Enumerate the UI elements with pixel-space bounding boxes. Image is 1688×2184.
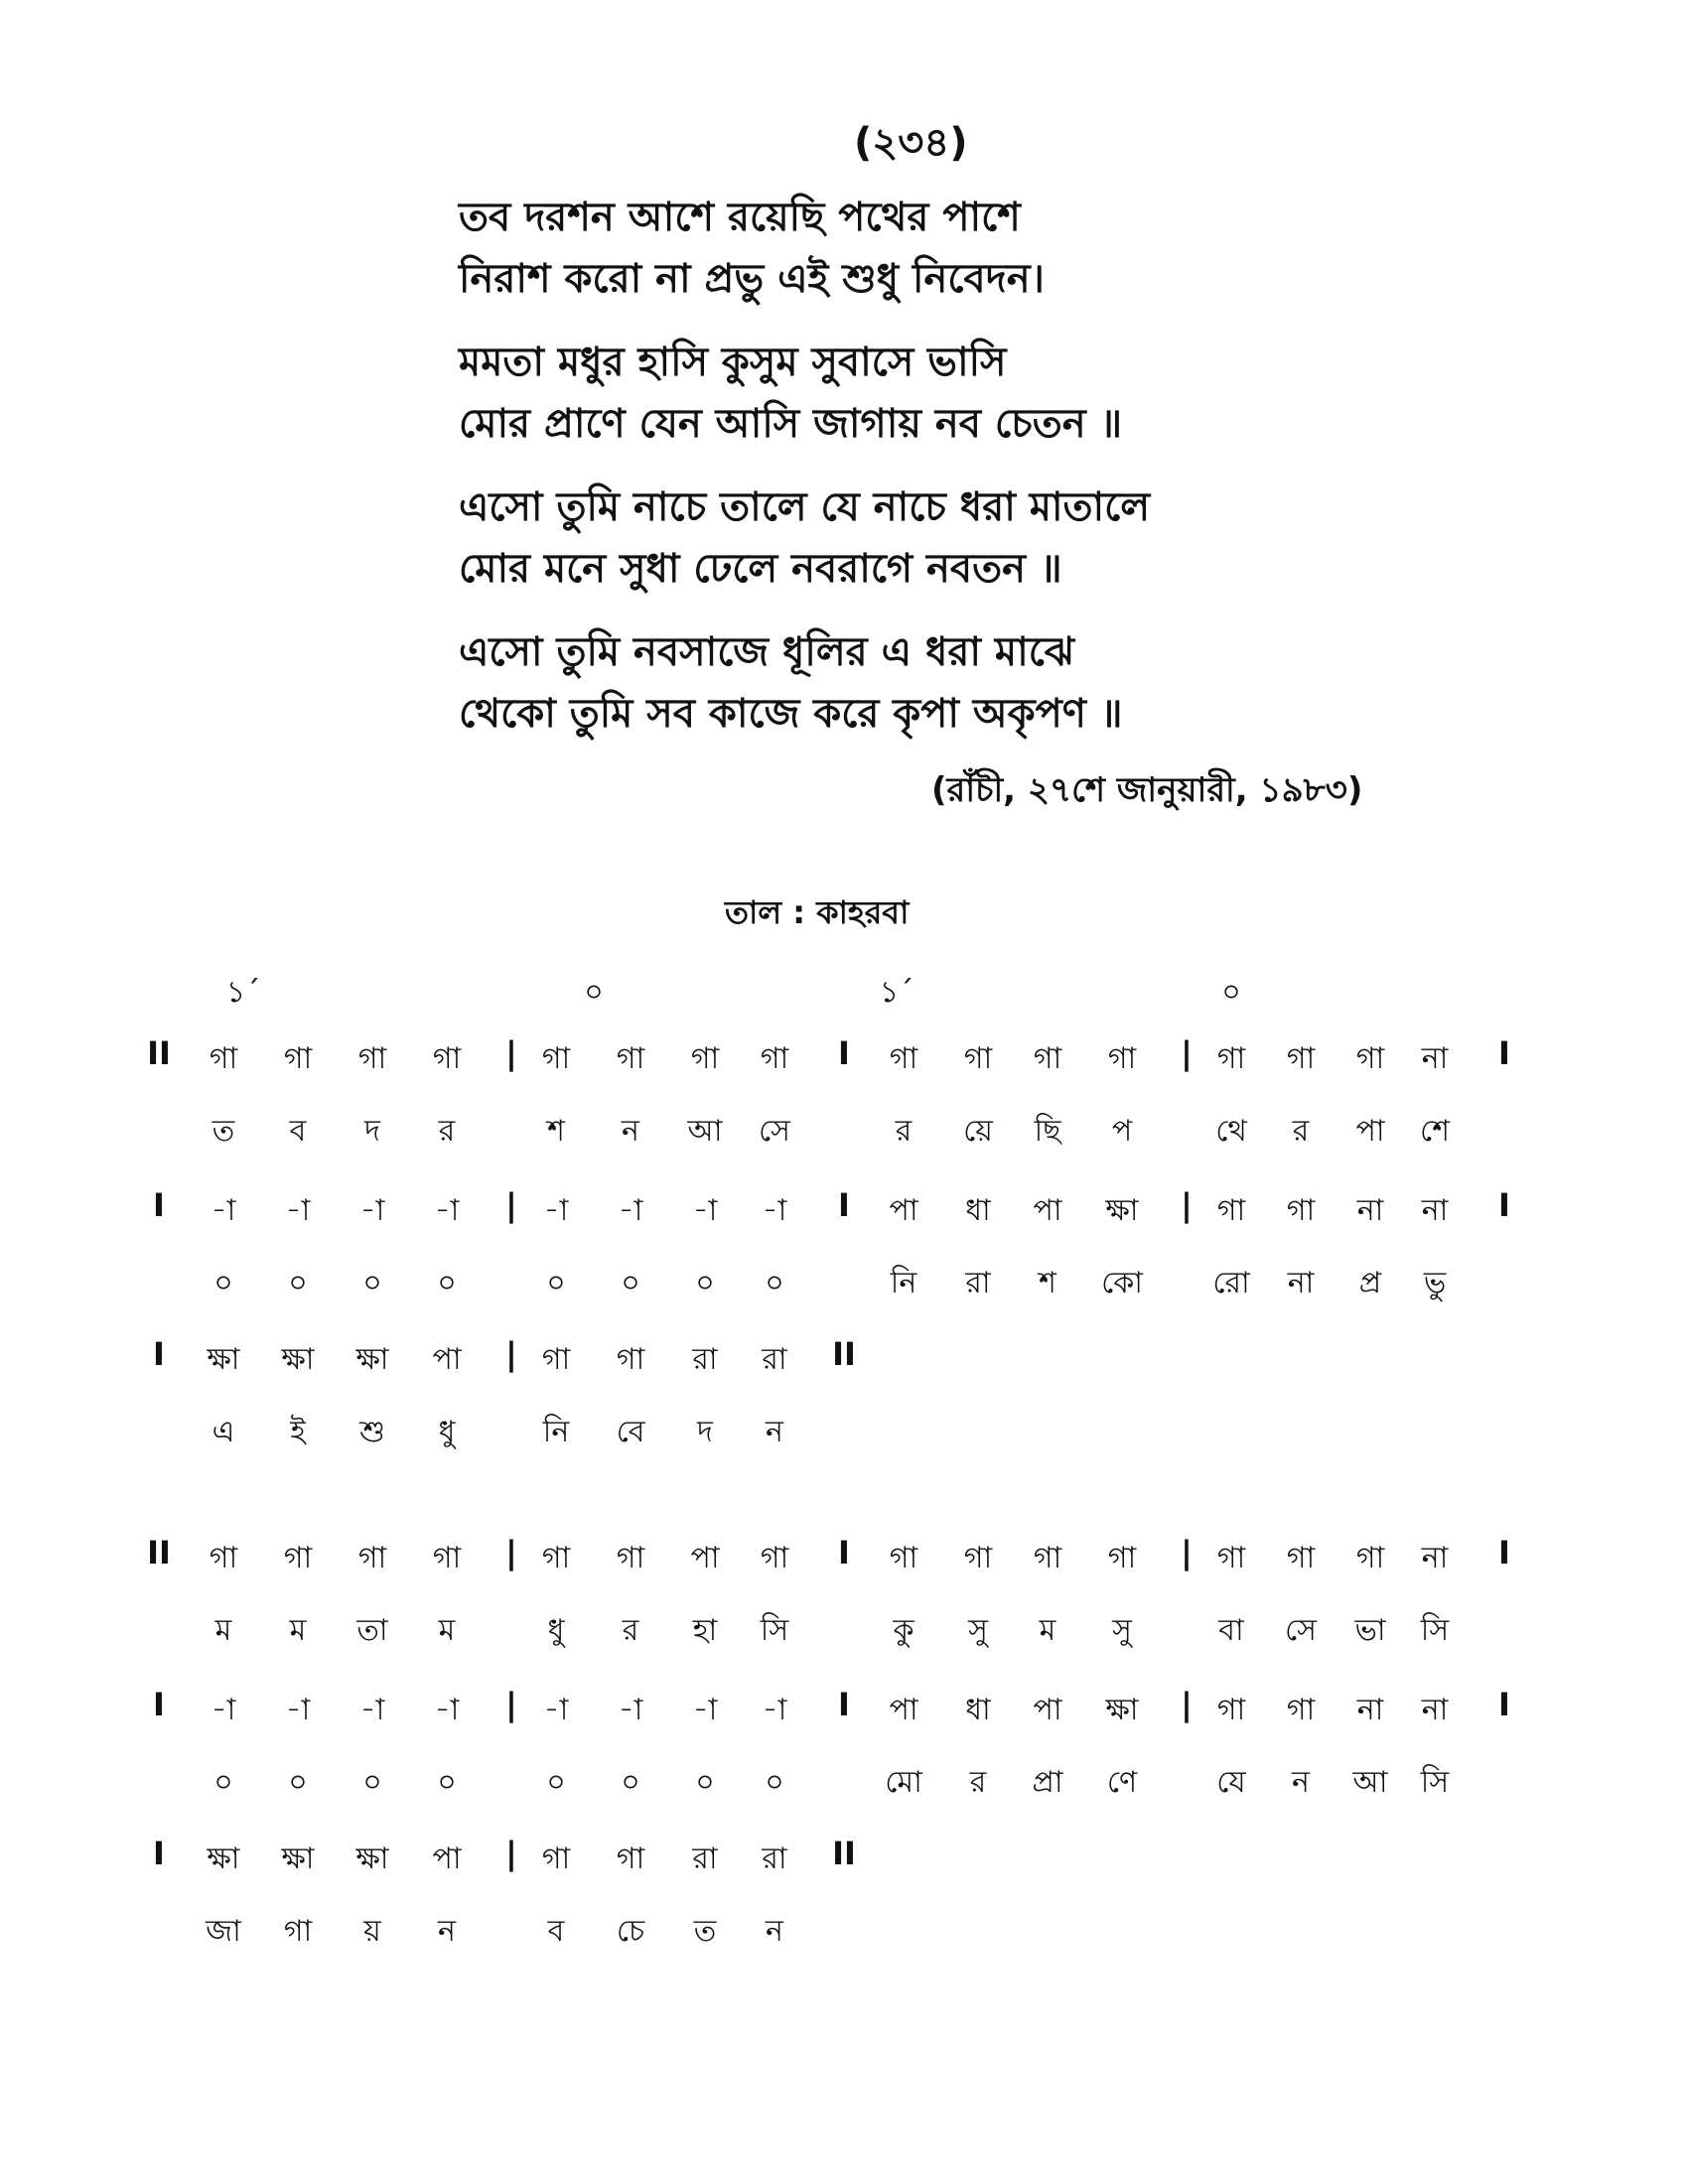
swara-note: -া — [618, 1693, 643, 1727]
lyric-syllable: আ — [687, 1114, 723, 1149]
swara-note: -া — [434, 1693, 460, 1727]
lyric-syllable: ত — [693, 1914, 717, 1949]
swara-note: ক্ষা — [281, 1342, 315, 1377]
bar-line: I — [838, 1034, 850, 1072]
tala-heading: তাল : কাহরবা — [725, 893, 910, 931]
lyric-syllable: ০ — [546, 1266, 566, 1300]
poem-line: মোর প্রাণে যেন আসি জাগায় নব চেতন ॥ — [459, 401, 1123, 447]
lyric-syllable: সু — [1112, 1613, 1132, 1648]
poem-line: মোর মনে সুধা ঢেলে নবরাগে নবতন ॥ — [459, 546, 1062, 592]
lyric-syllable: ০ — [362, 1765, 382, 1800]
lyric-syllable: যে — [1216, 1765, 1246, 1800]
swara-note: না — [1421, 1193, 1449, 1228]
bar-line: | — [505, 1534, 517, 1571]
swara-note: রা — [692, 1342, 718, 1377]
bar-line: I — [153, 1835, 165, 1872]
swara-note: গা — [357, 1041, 387, 1076]
swara-note: রা — [692, 1842, 718, 1876]
bar-line: II — [147, 1534, 171, 1571]
swara-note: ক্ষা — [207, 1342, 240, 1377]
swara-note: ধা — [965, 1693, 991, 1727]
swara-note: গা — [1286, 1541, 1316, 1575]
lyric-syllable: ব — [289, 1114, 307, 1149]
lyric-syllable: র — [895, 1114, 913, 1149]
lyric-syllable: ত — [211, 1114, 235, 1149]
bar-line: I — [153, 1335, 165, 1373]
lyric-syllable: ০ — [213, 1266, 233, 1300]
swara-note: গা — [209, 1541, 238, 1575]
beat-mark: ০ — [584, 975, 604, 1010]
swara-note: গা — [1216, 1193, 1246, 1228]
lyric-syllable: ০ — [362, 1266, 382, 1300]
swara-note: ক্ষা — [281, 1842, 315, 1876]
lyric-syllable: ন — [438, 1914, 456, 1949]
lyric-syllable: ০ — [288, 1765, 308, 1800]
swara-note: পা — [1033, 1193, 1062, 1228]
lyric-syllable: সু — [968, 1613, 988, 1648]
lyric-syllable: ম — [438, 1613, 456, 1648]
swara-note: -া — [543, 1193, 569, 1228]
swara-note: গা — [541, 1342, 571, 1377]
swara-note: পা — [432, 1842, 462, 1876]
bar-line: | — [505, 1835, 517, 1872]
lyric-syllable: শু — [359, 1415, 385, 1449]
beat-mark: ১´ — [879, 975, 914, 1010]
lyric-syllable: প্রা — [1032, 1765, 1063, 1800]
swara-note: না — [1421, 1693, 1449, 1727]
lyric-syllable: রো — [1212, 1266, 1250, 1300]
lyric-syllable: ০ — [546, 1765, 566, 1800]
bar-line: II — [832, 1335, 856, 1373]
swara-note: গা — [760, 1541, 789, 1575]
lyric-syllable: ০ — [765, 1266, 784, 1300]
lyric-syllable: ০ — [695, 1765, 715, 1800]
poem-line: এসো তুমি নাচে তালে যে নাচে ধরা মাতালে — [459, 484, 1151, 530]
beat-mark: ১´ — [225, 975, 261, 1010]
lyric-syllable: ম — [1039, 1613, 1056, 1648]
swara-note: পা — [432, 1342, 462, 1377]
lyric-syllable: র — [1292, 1114, 1310, 1149]
poem-line: তব দরশন আশে রয়েছি পথের পাশে — [459, 195, 1021, 240]
swara-note: গা — [209, 1041, 238, 1076]
swara-note: -া — [434, 1193, 460, 1228]
lyric-syllable: চে — [616, 1914, 645, 1949]
lyric-syllable: ০ — [621, 1765, 640, 1800]
swara-note: গা — [1107, 1041, 1137, 1076]
lyric-syllable: ভা — [1354, 1613, 1386, 1648]
swara-note: -া — [692, 1193, 718, 1228]
bar-line: I — [838, 1186, 850, 1224]
lyric-syllable: সি — [1420, 1613, 1450, 1648]
swara-note: পা — [889, 1193, 918, 1228]
swara-note: গা — [963, 1541, 993, 1575]
swara-note: গা — [432, 1541, 462, 1575]
lyric-syllable: ণে — [1106, 1765, 1138, 1800]
lyric-syllable: বে — [616, 1415, 645, 1449]
swara-note: গা — [1355, 1541, 1385, 1575]
lyric-syllable: ন — [766, 1415, 783, 1449]
lyric-syllable: ম — [214, 1613, 232, 1648]
bar-line: | — [1181, 1686, 1193, 1723]
swara-note: -া — [762, 1193, 787, 1228]
bar-line: | — [505, 1335, 517, 1373]
lyric-syllable: সি — [1420, 1765, 1450, 1800]
swara-note: ক্ষা — [207, 1842, 240, 1876]
poem-line: মমতা মধুর হাসি কুসুম সুবাসে ভাসি — [459, 340, 1007, 385]
swara-note: -া — [692, 1693, 718, 1727]
lyric-syllable: ০ — [695, 1266, 715, 1300]
lyric-syllable: ০ — [621, 1266, 640, 1300]
swara-note: গা — [1033, 1041, 1062, 1076]
swara-note: রা — [762, 1342, 787, 1377]
lyric-syllable: রা — [965, 1266, 991, 1300]
lyric-syllable: ব — [547, 1914, 565, 1949]
swara-note: ক্ষা — [1105, 1693, 1139, 1727]
lyric-syllable: ০ — [288, 1266, 308, 1300]
lyric-syllable: ন — [766, 1914, 783, 1949]
lyric-syllable: ধু — [438, 1415, 456, 1449]
swara-note: গা — [889, 1041, 918, 1076]
swara-note: গা — [690, 1041, 720, 1076]
swara-note: গা — [283, 1541, 313, 1575]
lyric-syllable: সে — [1285, 1613, 1317, 1648]
poem-line: নিরাশ করো না প্রভু এই শুধু নিবেদন। — [459, 256, 1045, 302]
lyric-syllable: ০ — [213, 1765, 233, 1800]
swara-note: না — [1421, 1541, 1449, 1575]
swara-note: গা — [889, 1541, 918, 1575]
lyric-syllable: দ — [364, 1114, 380, 1149]
swara-note: গা — [1286, 1041, 1316, 1076]
bar-line: II — [147, 1034, 171, 1072]
swara-note: পা — [1033, 1693, 1062, 1727]
swara-note: ক্ষা — [355, 1342, 389, 1377]
swara-note: -া — [359, 1193, 385, 1228]
bar-line: | — [505, 1034, 517, 1072]
swara-note: গা — [963, 1041, 993, 1076]
swara-note: পা — [889, 1693, 918, 1727]
lyric-syllable: ধু — [547, 1613, 565, 1648]
swara-note: -া — [543, 1693, 569, 1727]
swara-note: -া — [762, 1693, 787, 1727]
swara-note: -া — [211, 1693, 236, 1727]
swara-note: গা — [432, 1041, 462, 1076]
bar-line: I — [1498, 1686, 1510, 1723]
swara-note: গা — [1216, 1541, 1246, 1575]
lyric-syllable: ভু — [1423, 1266, 1447, 1300]
swara-note: গা — [357, 1541, 387, 1575]
lyric-syllable: য়ে — [963, 1114, 993, 1149]
swara-note: -া — [359, 1693, 385, 1727]
bar-line: I — [1498, 1186, 1510, 1224]
swara-note: গা — [541, 1842, 571, 1876]
lyric-syllable: ম — [289, 1613, 307, 1648]
swara-note: গা — [541, 1041, 571, 1076]
lyric-syllable: ০ — [437, 1765, 457, 1800]
bar-line: I — [153, 1686, 165, 1723]
swara-note: -া — [285, 1693, 311, 1727]
lyric-syllable: কো — [1101, 1266, 1143, 1300]
lyric-syllable: শ — [1039, 1266, 1056, 1300]
swara-note: গা — [1107, 1541, 1137, 1575]
bar-line: | — [505, 1186, 517, 1224]
beat-mark: ০ — [1221, 975, 1241, 1010]
lyric-syllable: হা — [692, 1613, 718, 1648]
swara-note: -া — [211, 1193, 236, 1228]
swara-note: গা — [616, 1541, 645, 1575]
swara-note: গা — [1355, 1041, 1385, 1076]
swara-note: গা — [1286, 1193, 1316, 1228]
dateline: (রাঁচী, ২৭শে জানুয়ারী, ১৯৮৩) — [931, 770, 1363, 810]
swara-note: না — [1421, 1041, 1449, 1076]
swara-note: না — [1356, 1193, 1384, 1228]
bar-line: | — [1181, 1034, 1193, 1072]
lyric-syllable: প্র — [1358, 1266, 1382, 1300]
lyric-syllable: র — [969, 1765, 987, 1800]
poem-line: থেকো তুমি সব কাজে করে কৃপা অকৃপণ ॥ — [459, 691, 1123, 737]
swara-note: গা — [616, 1041, 645, 1076]
lyric-syllable: সে — [759, 1114, 790, 1149]
swara-note: ক্ষা — [355, 1842, 389, 1876]
lyric-syllable: কু — [893, 1613, 914, 1648]
lyric-syllable: ০ — [765, 1765, 784, 1800]
lyric-syllable: আ — [1352, 1765, 1388, 1800]
bar-line: I — [838, 1686, 850, 1723]
lyric-syllable: নি — [542, 1415, 570, 1449]
bar-line: I — [1498, 1034, 1510, 1072]
bar-line: I — [1498, 1534, 1510, 1571]
swara-note: -া — [285, 1193, 311, 1228]
lyric-syllable: শ — [547, 1114, 565, 1149]
swara-note: গা — [283, 1041, 313, 1076]
swara-note: -া — [618, 1193, 643, 1228]
lyric-syllable: গা — [283, 1914, 313, 1949]
swara-note: গা — [1216, 1693, 1246, 1727]
lyric-syllable: নি — [890, 1266, 917, 1300]
lyric-syllable: না — [1287, 1266, 1315, 1300]
lyric-syllable: ন — [622, 1114, 639, 1149]
bar-line: | — [1181, 1534, 1193, 1571]
bar-line: I — [153, 1186, 165, 1224]
page-number: (২৩৪) — [854, 120, 968, 166]
swara-note: গা — [760, 1041, 789, 1076]
lyric-syllable: ০ — [437, 1266, 457, 1300]
lyric-syllable: পা — [1355, 1114, 1385, 1149]
lyric-syllable: সি — [760, 1613, 789, 1648]
swara-note: গা — [616, 1342, 645, 1377]
bar-line: II — [832, 1835, 856, 1872]
swara-note: ক্ষা — [1105, 1193, 1139, 1228]
bar-line: | — [1181, 1186, 1193, 1224]
lyric-syllable: দ — [697, 1415, 713, 1449]
lyric-syllable: ছি — [1034, 1114, 1061, 1149]
lyric-syllable: প — [1111, 1114, 1133, 1149]
lyric-syllable: তা — [356, 1613, 388, 1648]
bar-line: | — [505, 1686, 517, 1723]
swara-note: ধা — [965, 1193, 991, 1228]
lyric-syllable: থে — [1215, 1114, 1247, 1149]
swara-note: গা — [1216, 1041, 1246, 1076]
swara-note: গা — [1033, 1541, 1062, 1575]
lyric-syllable: য় — [363, 1914, 381, 1949]
bar-line: I — [838, 1534, 850, 1571]
lyric-syllable: জা — [206, 1914, 241, 1949]
swara-note: গা — [616, 1842, 645, 1876]
swara-note: গা — [541, 1541, 571, 1575]
swara-note: না — [1356, 1693, 1384, 1727]
swara-note: পা — [690, 1541, 720, 1575]
lyric-syllable: মো — [885, 1765, 922, 1800]
lyric-syllable: ন — [1292, 1765, 1310, 1800]
lyric-syllable: র — [622, 1613, 639, 1648]
lyric-syllable: র — [438, 1114, 456, 1149]
lyric-syllable: এ — [211, 1415, 235, 1449]
lyric-syllable: ই — [290, 1415, 306, 1449]
poem-line: এসো তুমি নবসাজে ধূলির এ ধরা মাঝে — [459, 629, 1075, 675]
lyric-syllable: বা — [1218, 1613, 1244, 1648]
swara-note: রা — [762, 1842, 787, 1876]
swara-note: গা — [1286, 1693, 1316, 1727]
lyric-syllable: শে — [1420, 1114, 1450, 1149]
